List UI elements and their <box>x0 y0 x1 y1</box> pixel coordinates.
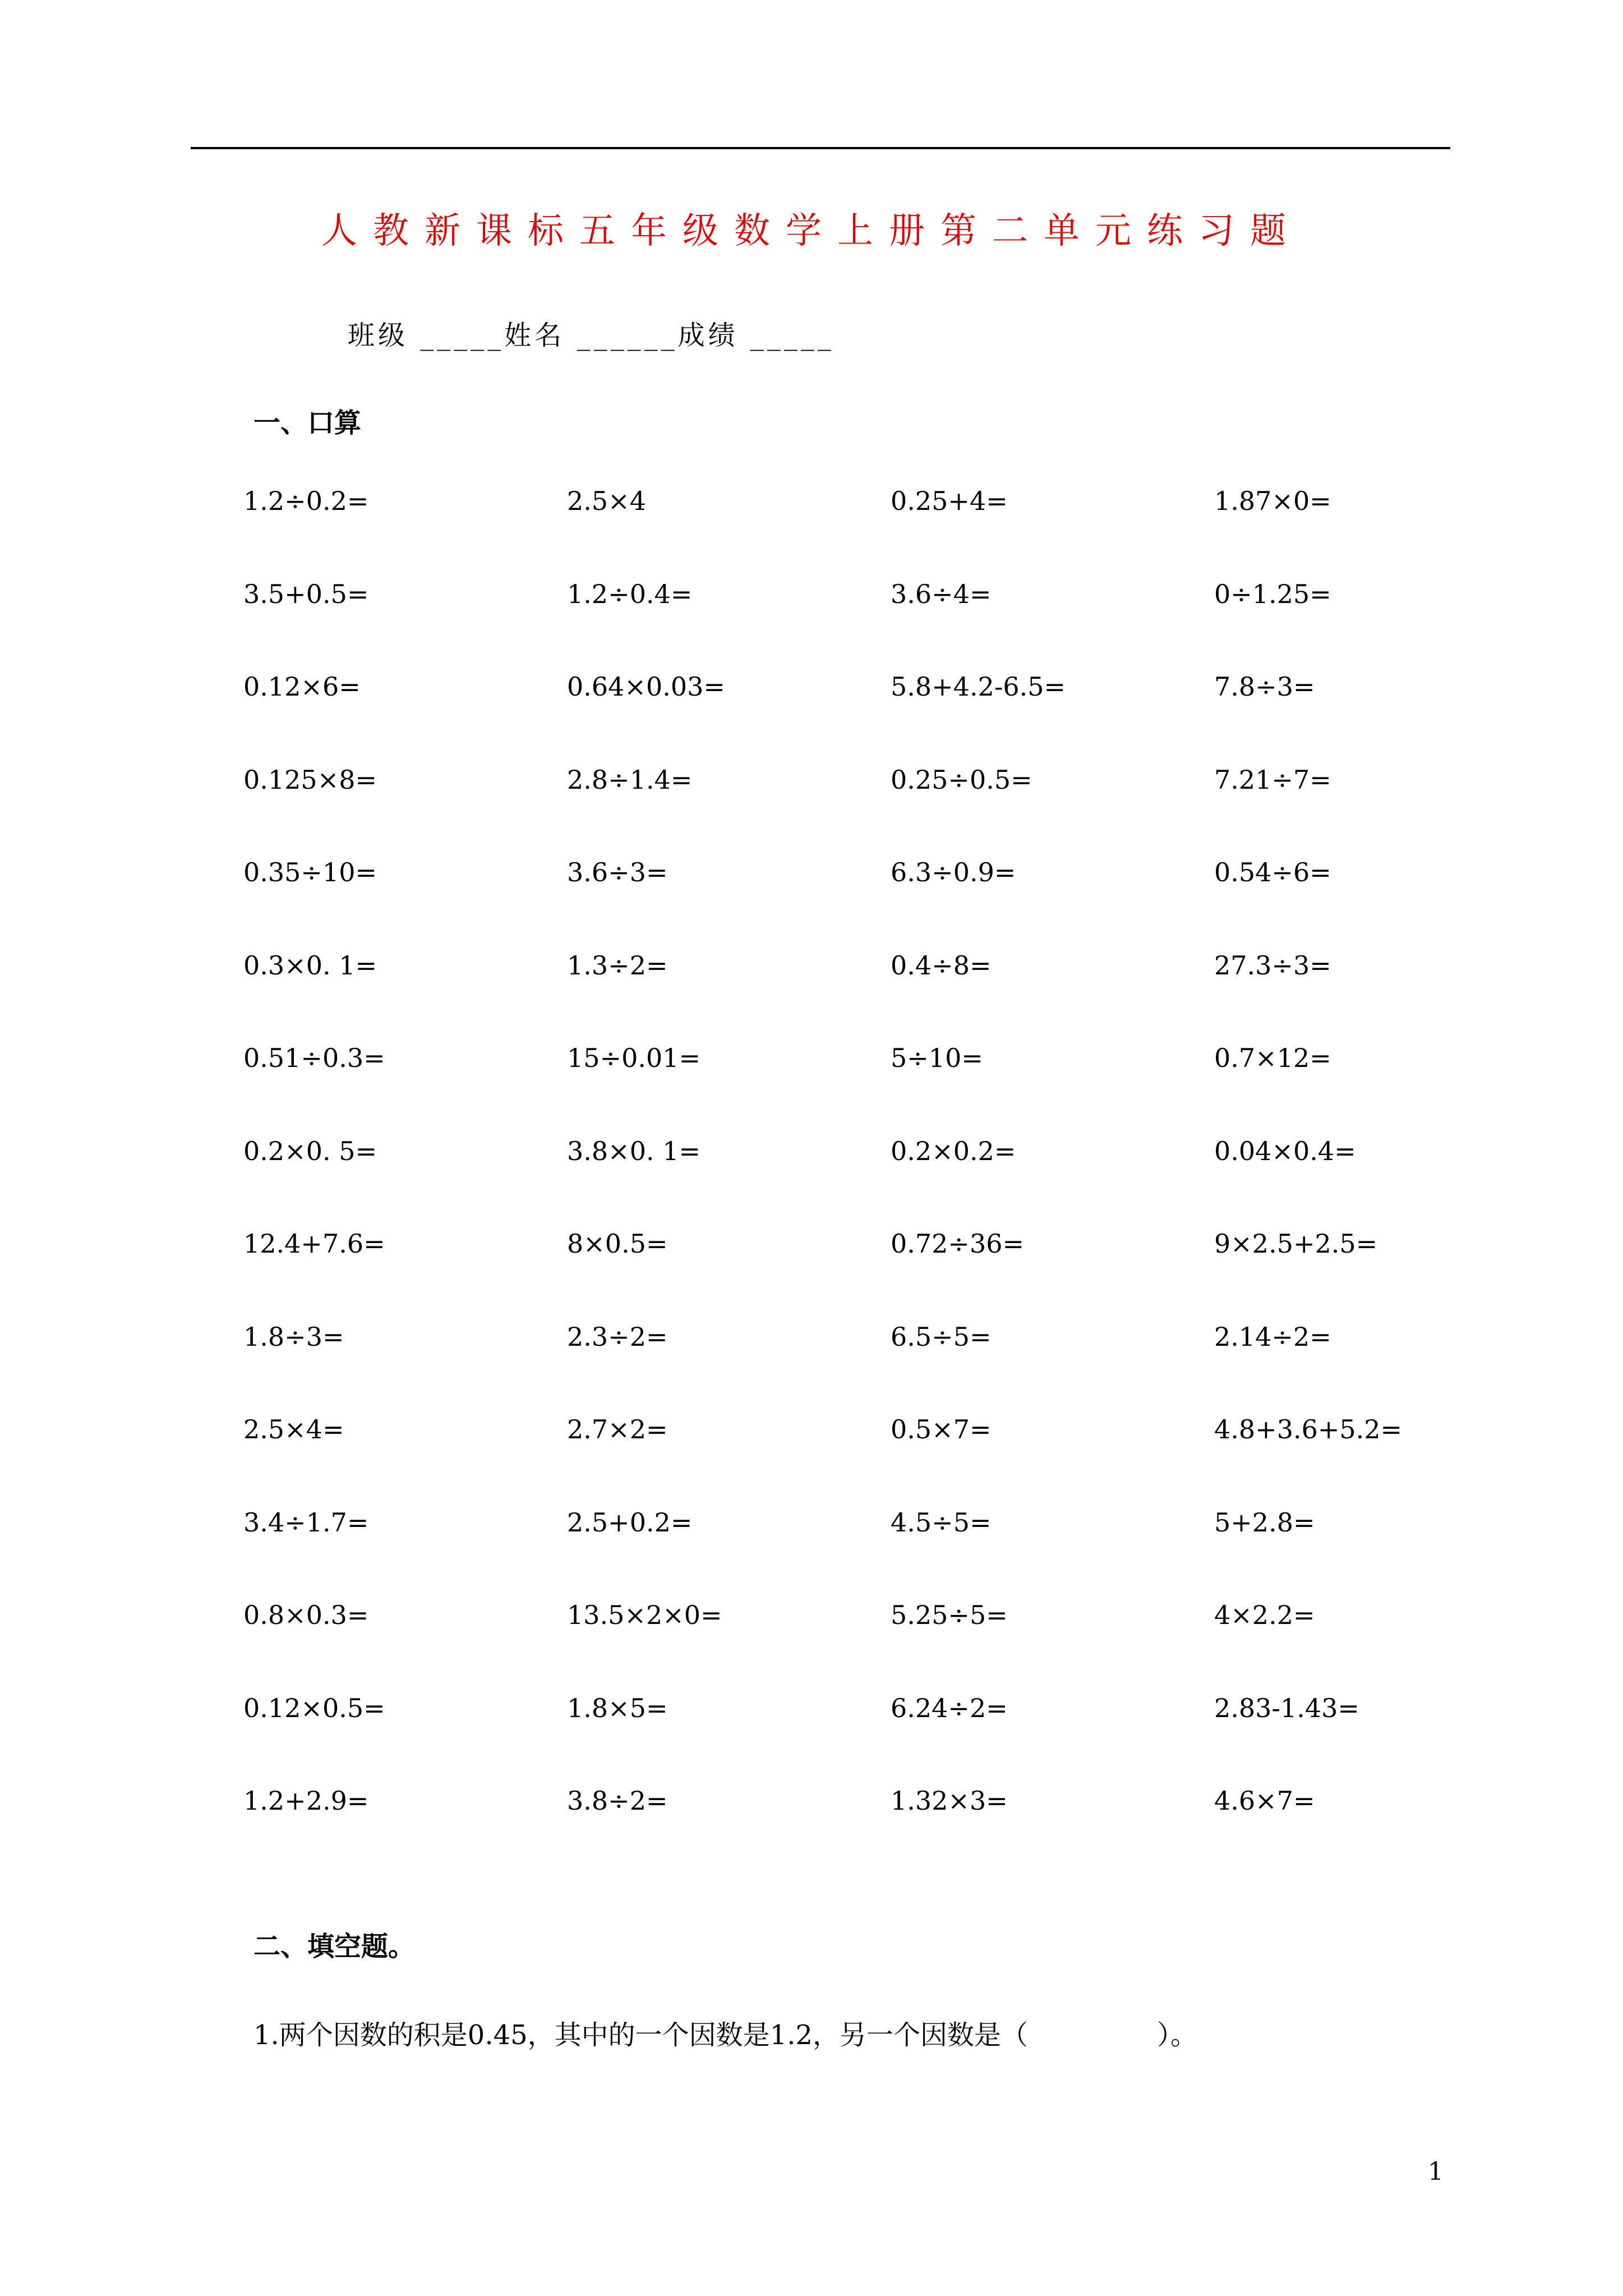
drill-item: 1.2÷0.2= <box>243 486 369 516</box>
drill-item: 2.5×4 <box>567 486 646 516</box>
question-1-text: 1.两个因数的积是0.45，其中的一个因数是1.2，另一个因数是（ <box>253 2019 1029 2051</box>
drill-item: 6.3÷0.9= <box>891 857 1016 887</box>
drill-item: 2.5×4= <box>243 1414 344 1444</box>
drill-item: 4.8+3.6+5.2= <box>1214 1414 1403 1444</box>
drill-item: 2.14÷2= <box>1214 1321 1331 1352</box>
drill-item: 9×2.5+2.5= <box>1214 1228 1378 1259</box>
section-heading-mental-math: 一、口算 <box>253 407 362 439</box>
question-1-end: ）。 <box>1157 2019 1198 2051</box>
drill-item: 0.54÷6= <box>1214 857 1331 887</box>
drill-item: 2.3÷2= <box>567 1321 668 1352</box>
drill-item: 5+2.8= <box>1214 1507 1315 1538</box>
drill-item: 2.5+0.2= <box>567 1507 693 1538</box>
drill-item: 3.8×0. 1= <box>567 1135 701 1166</box>
drill-item: 2.7×2= <box>567 1414 668 1444</box>
drill-item: 3.6÷4= <box>891 578 992 609</box>
score-label: 成绩 <box>677 320 739 351</box>
drill-item: 27.3÷3= <box>1214 950 1331 981</box>
drill-item: 0.3×0. 1= <box>243 950 377 981</box>
drill-item: 3.4÷1.7= <box>243 1507 369 1538</box>
drill-item: 0.2×0.2= <box>891 1135 1016 1166</box>
drill-item: 3.6÷3= <box>567 857 668 887</box>
drill-item: 0.51÷0.3= <box>243 1043 385 1073</box>
fill-in-question-1 <box>253 2019 1198 2051</box>
drill-item: 13.5×2×0= <box>567 1600 722 1630</box>
name-blank: ______ <box>577 320 678 351</box>
drill-item: 7.21÷7= <box>1214 764 1331 795</box>
drill-item: 3.5+0.5= <box>243 578 369 609</box>
drill-item: 1.2÷0.4= <box>567 578 693 609</box>
drill-item: 5.25÷5= <box>891 1600 1008 1630</box>
page-number: 1 <box>1428 2157 1444 2186</box>
drill-item: 1.8÷3= <box>243 1321 344 1352</box>
drill-item: 4×2.2= <box>1214 1600 1315 1630</box>
drill-item: 4.6×7= <box>1214 1786 1315 1816</box>
drill-item: 0.5×7= <box>891 1414 992 1444</box>
drill-item: 0.72÷36= <box>891 1228 1025 1259</box>
drill-item: 7.8÷3= <box>1214 671 1315 702</box>
document-title: 人教新课标五年级数学上册第二单元练习题 <box>321 210 1302 252</box>
drill-item: 0.7×12= <box>1214 1043 1331 1073</box>
drill-item: 0.64×0.03= <box>567 671 725 702</box>
section-heading-fill-in: 二、填空题。 <box>253 1931 416 1962</box>
drill-item: 3.8÷2= <box>567 1786 668 1816</box>
drill-item: 1.32×3= <box>891 1786 1008 1816</box>
drill-item: 6.24÷2= <box>891 1692 1008 1723</box>
drill-item: 0.2×0. 5= <box>243 1135 377 1166</box>
drill-item: 0.125×8= <box>243 764 377 795</box>
drill-item: 0.4÷8= <box>891 950 992 981</box>
class-label: 班级 <box>348 320 409 351</box>
drill-item: 1.2+2.9= <box>243 1786 369 1816</box>
header-rule <box>191 147 1450 149</box>
name-label: 姓名 <box>504 320 565 351</box>
drill-item: 1.8×5= <box>567 1692 668 1723</box>
drill-item: 0.25÷0.5= <box>891 764 1032 795</box>
drill-item: 8×0.5= <box>567 1228 668 1259</box>
drill-item: 0.04×0.4= <box>1214 1135 1356 1166</box>
drill-item: 0.12×0.5= <box>243 1692 385 1723</box>
drill-item: 6.5÷5= <box>891 1321 992 1352</box>
drill-item: 12.4+7.6= <box>243 1228 385 1259</box>
class-blank: _____ <box>420 320 505 351</box>
drill-item: 4.5÷5= <box>891 1507 992 1538</box>
drill-item: 2.8÷1.4= <box>567 764 693 795</box>
drill-item: 0.35÷10= <box>243 857 377 887</box>
drill-item: 0.12×6= <box>243 671 361 702</box>
drill-item: 0÷1.25= <box>1214 578 1331 609</box>
drill-item: 0.25+4= <box>891 486 1008 516</box>
drill-item: 2.83-1.43= <box>1214 1692 1359 1723</box>
student-info-line <box>348 322 834 349</box>
drill-item: 5÷10= <box>891 1043 983 1073</box>
drill-item: 1.87×0= <box>1214 486 1331 516</box>
score-blank: _____ <box>750 320 834 351</box>
mental-math-grid <box>243 488 1533 1881</box>
drill-item: 15÷0.01= <box>567 1043 701 1073</box>
drill-item: 5.8+4.2-6.5= <box>891 671 1066 702</box>
drill-item: 0.8×0.3= <box>243 1600 369 1630</box>
drill-item: 1.3÷2= <box>567 950 668 981</box>
